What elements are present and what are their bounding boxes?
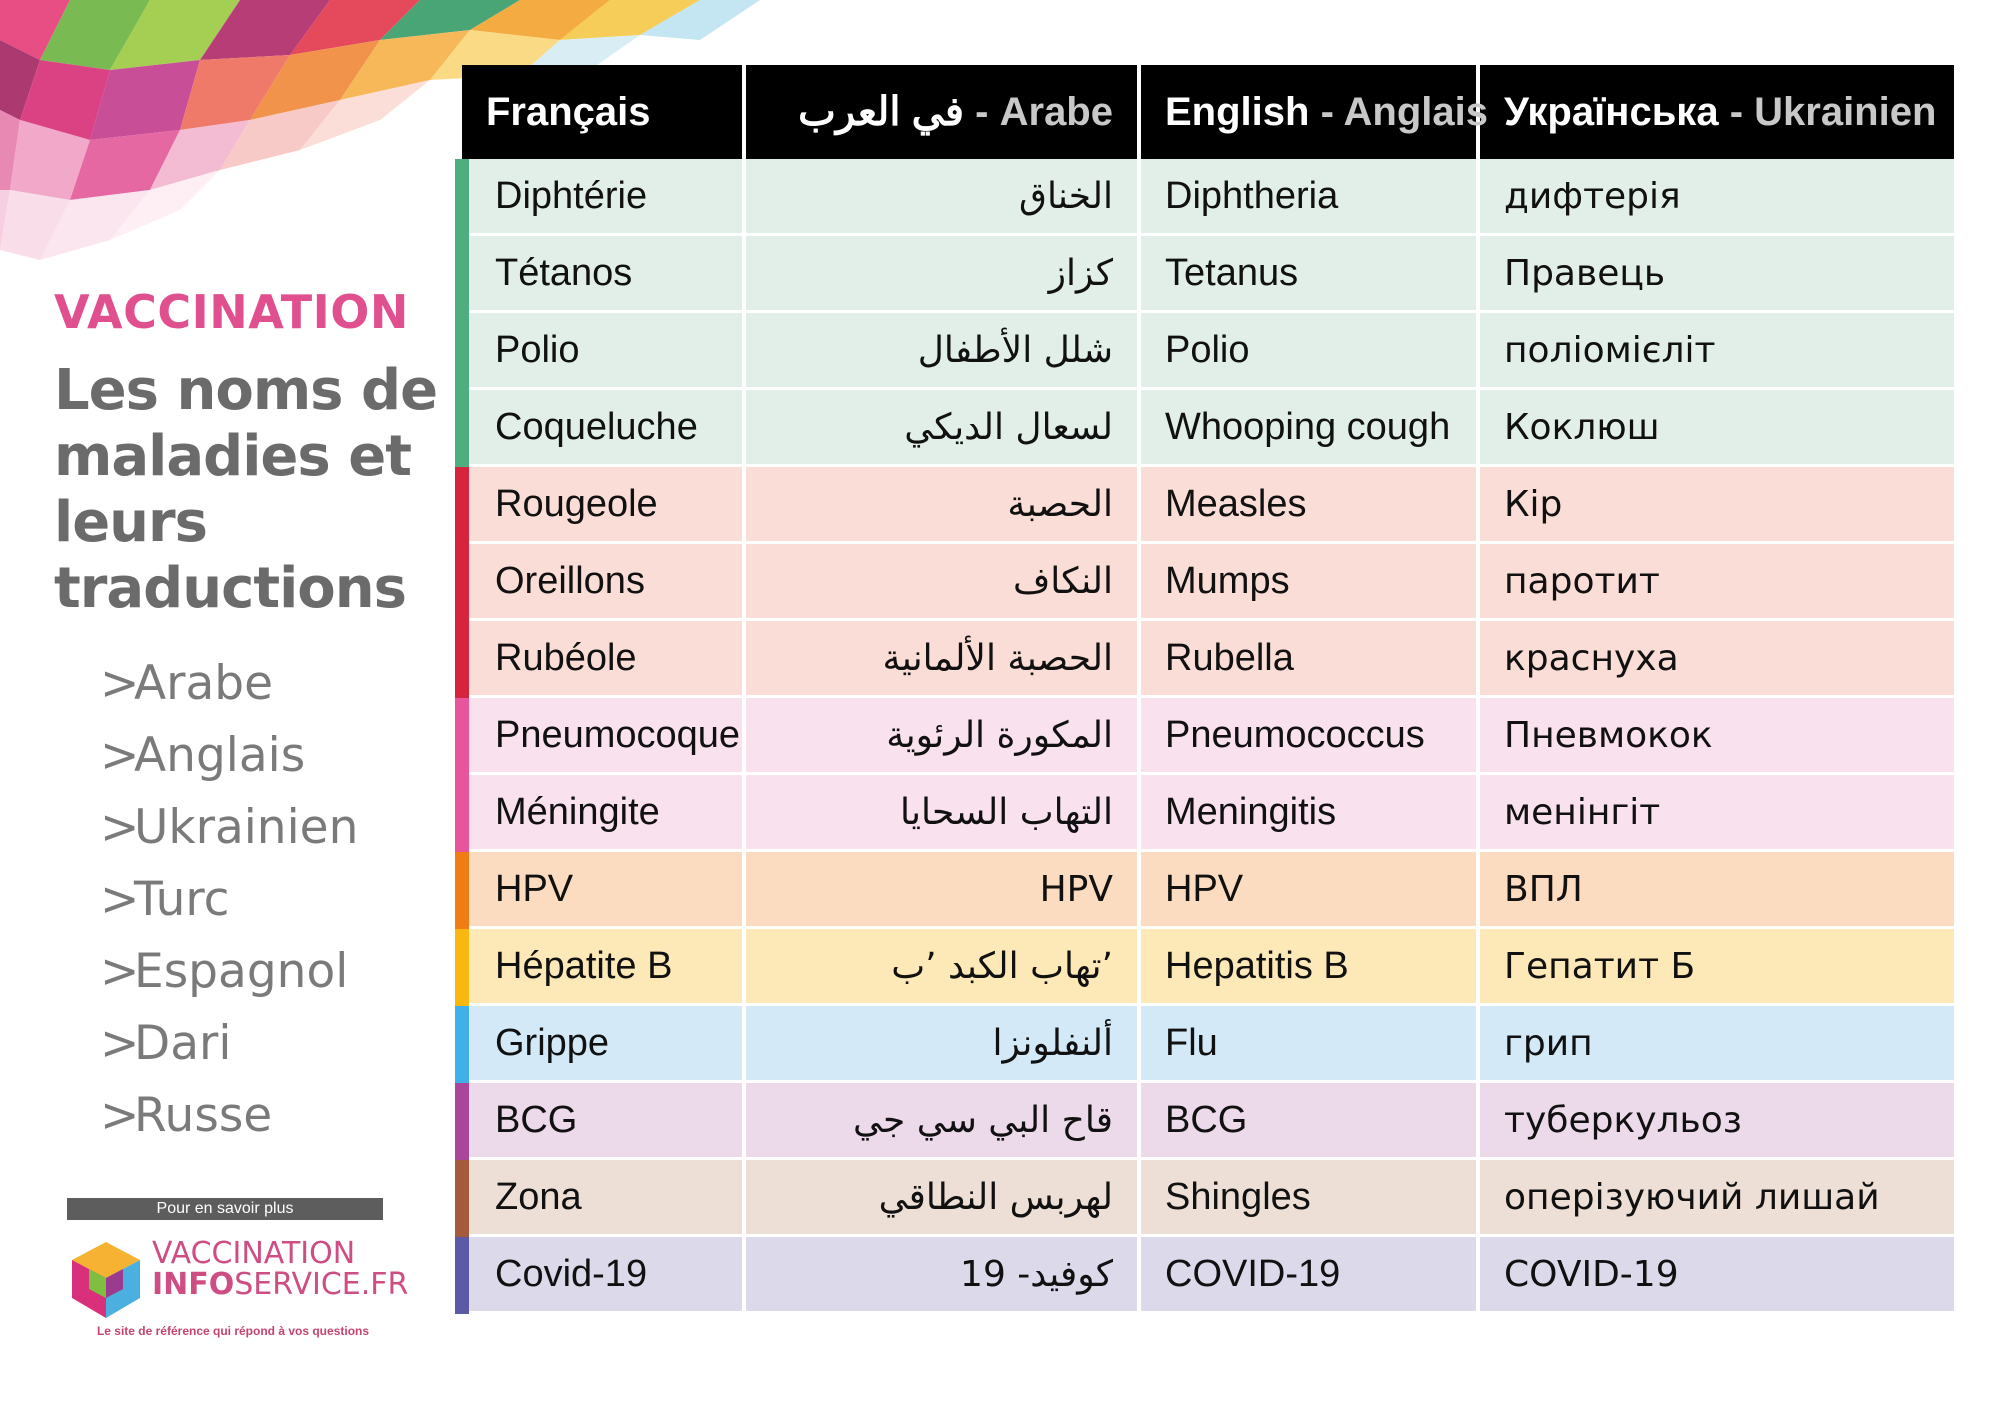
- language-link-arabe[interactable]: >Arabe: [100, 656, 274, 711]
- table-row: [462, 620, 1954, 697]
- cell-french: Rougeole: [462, 466, 744, 543]
- table-row: [462, 159, 1954, 235]
- cell-french: Hépatite B: [462, 928, 744, 1005]
- header-french: Français: [462, 65, 744, 159]
- table-row: [462, 543, 1954, 620]
- language-link-dari[interactable]: >Dari: [100, 1016, 232, 1071]
- cell-arabic: كزاز: [744, 235, 1139, 312]
- language-link-turc[interactable]: >Turc: [100, 872, 230, 927]
- cell-arabic: ’تهاب الكبد ’ب: [744, 928, 1139, 1005]
- cell-ukrainian: COVID-19: [1478, 1236, 1954, 1313]
- table-row: [462, 389, 1954, 466]
- promo-site-link[interactable]: VACCINATION INFOSERVICE.FR: [152, 1236, 409, 1302]
- cell-arabic: ألنفلونزا: [744, 1005, 1139, 1082]
- table-row: [462, 851, 1954, 928]
- cell-english: Whooping cough: [1139, 389, 1478, 466]
- cell-ukrainian: краснуха: [1478, 620, 1954, 697]
- cell-arabic: الحصبة: [744, 466, 1139, 543]
- cell-english: Flu: [1139, 1005, 1478, 1082]
- cell-ukrainian: грип: [1478, 1005, 1954, 1082]
- cell-ukrainian: менінгіт: [1478, 774, 1954, 851]
- table-row: [462, 312, 1954, 389]
- cell-arabic: لهربس النطاقي: [744, 1159, 1139, 1236]
- cell-arabic: شلل الأطفال: [744, 312, 1139, 389]
- cell-english: Diphtheria: [1139, 159, 1478, 235]
- table-row: [462, 466, 1954, 543]
- cell-english: HPV: [1139, 851, 1478, 928]
- table-row: [462, 697, 1954, 774]
- table-row: [462, 1159, 1954, 1236]
- cell-french: Coqueluche: [462, 389, 744, 466]
- cell-english: Tetanus: [1139, 235, 1478, 312]
- cell-english: Pneumococcus: [1139, 697, 1478, 774]
- language-list: [100, 648, 358, 1152]
- cube-logo-icon[interactable]: [68, 1240, 144, 1320]
- promo-tagline: Le site de référence qui répond à vos questions: [96, 1324, 370, 1338]
- cell-french: Diphtérie: [462, 159, 744, 235]
- cell-french: Covid-19: [462, 1236, 744, 1313]
- header-arabic: في العرب - Arabe: [744, 65, 1139, 159]
- header-ukrainian: Українська - Ukrainien: [1478, 65, 1954, 159]
- cell-french: HPV: [462, 851, 744, 928]
- cell-ukrainian: Правець: [1478, 235, 1954, 312]
- table-row: [462, 1082, 1954, 1159]
- promo-label: Pour en savoir plus: [67, 1198, 383, 1220]
- cell-ukrainian: Пневмокок: [1478, 697, 1954, 774]
- header-english: English - Anglais: [1139, 65, 1478, 159]
- cell-arabic: HPV: [744, 851, 1139, 928]
- cell-ukrainian: оперізуючий лишай: [1478, 1159, 1954, 1236]
- cell-french: Zona: [462, 1159, 744, 1236]
- cell-ukrainian: Коклюш: [1478, 389, 1954, 466]
- cell-ukrainian: ВПЛ: [1478, 851, 1954, 928]
- table-row: [462, 1236, 1954, 1313]
- cell-arabic: قاح البي سي جي: [744, 1082, 1139, 1159]
- cell-arabic: الحصبة الألمانية: [744, 620, 1139, 697]
- cell-french: Polio: [462, 312, 744, 389]
- kicker-label: VACCINATION: [54, 285, 409, 339]
- table-row: [462, 774, 1954, 851]
- cell-english: BCG: [1139, 1082, 1478, 1159]
- cell-arabic: المكورة الرئوية: [744, 697, 1139, 774]
- cell-ukrainian: дифтерія: [1478, 159, 1954, 235]
- table-row: [462, 928, 1954, 1005]
- cell-ukrainian: Гепатит Б: [1478, 928, 1954, 1005]
- language-link-espagnol[interactable]: >Espagnol: [100, 944, 349, 999]
- cell-english: Measles: [1139, 466, 1478, 543]
- cell-french: Grippe: [462, 1005, 744, 1082]
- cell-english: Mumps: [1139, 543, 1478, 620]
- cell-ukrainian: поліомієліт: [1478, 312, 1954, 389]
- cell-english: COVID-19: [1139, 1236, 1478, 1313]
- cell-french: Rubéole: [462, 620, 744, 697]
- cell-arabic: التهاب السحايا: [744, 774, 1139, 851]
- cell-french: Oreillons: [462, 543, 744, 620]
- table-row: [462, 1005, 1954, 1082]
- cell-arabic: الخناق: [744, 159, 1139, 235]
- language-link-anglais[interactable]: >Anglais: [100, 728, 306, 783]
- cell-english: Hepatitis B: [1139, 928, 1478, 1005]
- cell-english: Meningitis: [1139, 774, 1478, 851]
- cell-french: Tétanos: [462, 235, 744, 312]
- language-link-ukrainien[interactable]: >Ukrainien: [100, 800, 359, 855]
- cell-arabic: لسعال الديكي: [744, 389, 1139, 466]
- language-link-russe[interactable]: >Russe: [100, 1088, 273, 1143]
- cell-english: Rubella: [1139, 620, 1478, 697]
- cell-arabic: النكاف: [744, 543, 1139, 620]
- cell-french: Méningite: [462, 774, 744, 851]
- cell-french: BCG: [462, 1082, 744, 1159]
- table-row: [462, 235, 1954, 312]
- cell-french: Pneumocoque: [462, 697, 744, 774]
- cell-english: Polio: [1139, 312, 1478, 389]
- cell-ukrainian: Кір: [1478, 466, 1954, 543]
- cell-english: Shingles: [1139, 1159, 1478, 1236]
- page-title: Les noms de maladies et leurs traductions: [54, 358, 438, 621]
- translation-table: [455, 65, 1954, 1314]
- table-header-row: [462, 65, 1954, 159]
- cell-ukrainian: паротит: [1478, 543, 1954, 620]
- cell-ukrainian: туберкульоз: [1478, 1082, 1954, 1159]
- cell-arabic: كوفيد- 19: [744, 1236, 1139, 1313]
